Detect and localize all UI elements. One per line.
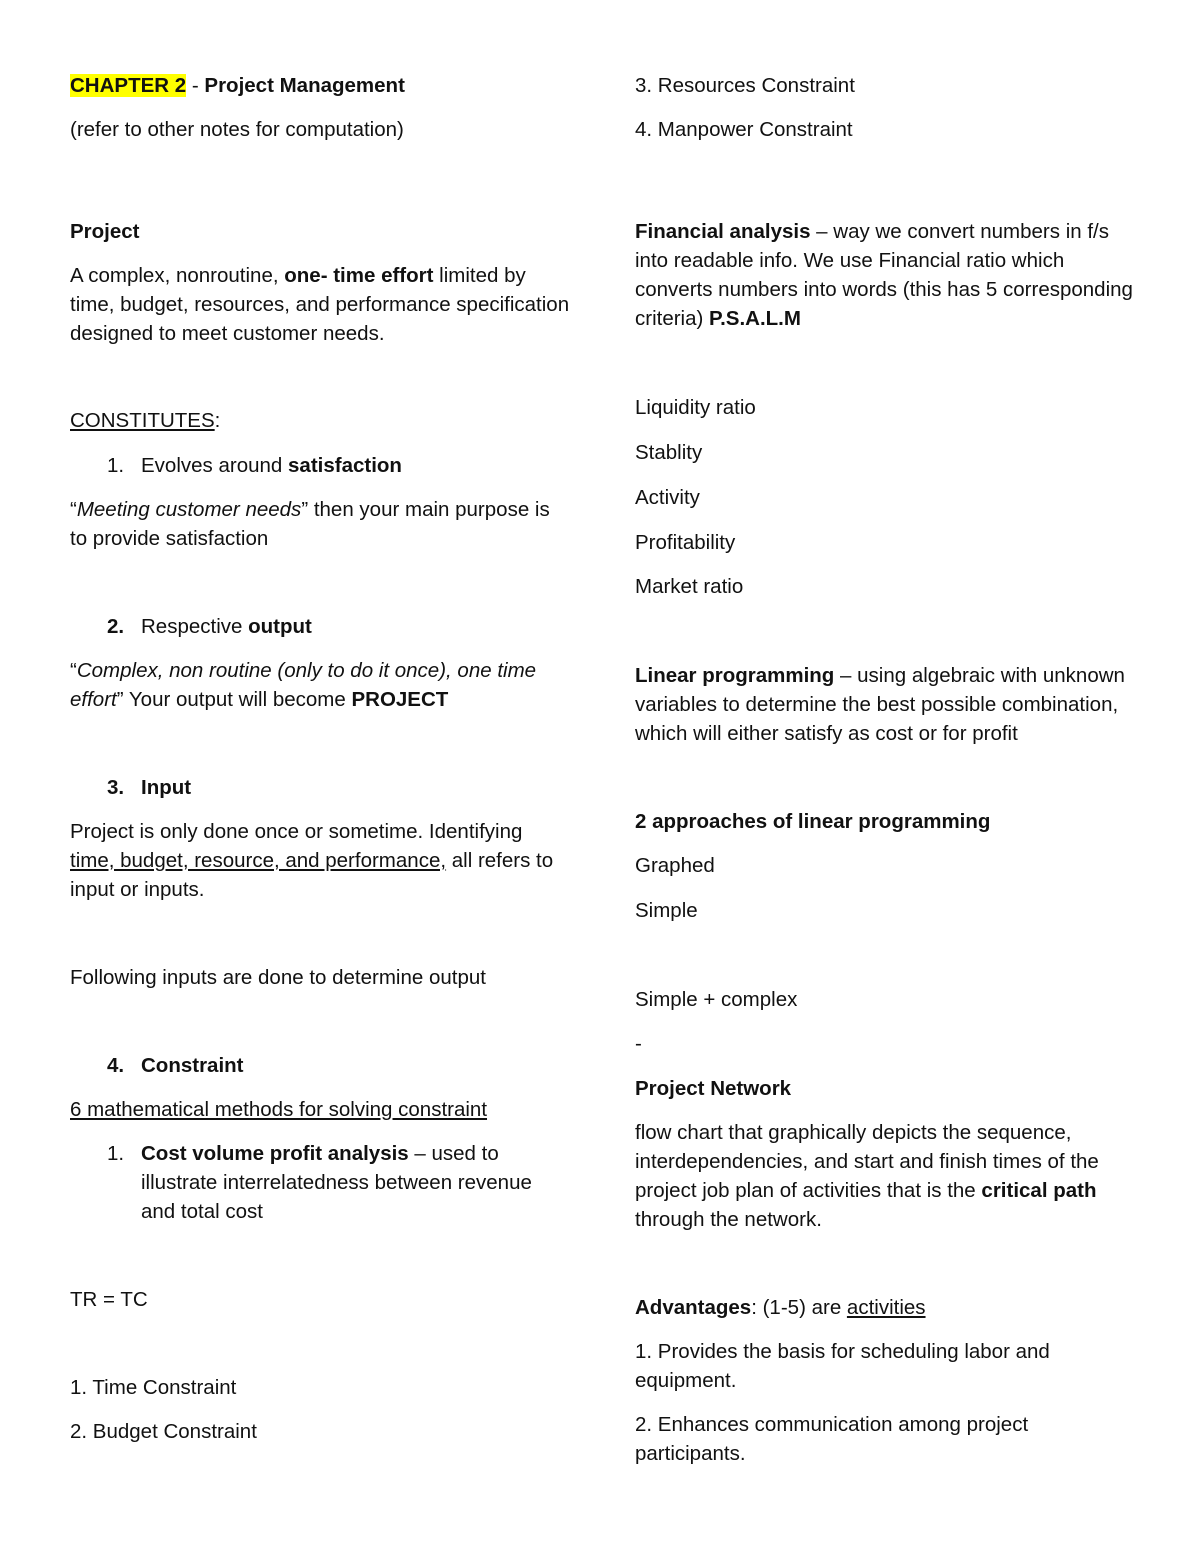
item2-italic: Complex, non routine (only to do it once), one time effort <box>70 659 537 711</box>
dash-separator: - <box>635 1032 642 1055</box>
network-def-pre: flow chart that graphically depicts the sequence, interdependencies, and start and finish times of the project job plan of activities that is the <box>635 1121 1099 1202</box>
method-item-1-post: – used to illustrate interrelatedness between revenue and total cost <box>141 1142 532 1223</box>
network-def-post: through the network. <box>635 1208 822 1231</box>
item1-description <box>70 495 570 553</box>
list-item-2-number: 2. <box>107 615 125 638</box>
ratio-liquidity: Liquidity ratio <box>635 396 756 419</box>
financial-acronym: P.S.A.L.M <box>709 307 801 330</box>
item2-quote-open: “ <box>70 659 77 682</box>
item1-pre: Evolves around <box>141 454 289 477</box>
method-item-1 <box>70 1139 570 1226</box>
advantages-term: Advantages <box>635 1296 752 1319</box>
list-item-4-text: Constraint <box>141 1054 244 1077</box>
project-def-pre: A complex, nonroutine, <box>70 264 285 287</box>
methods-heading: 6 mathematical methods for solving constraint <box>70 1098 488 1121</box>
project-network-definition <box>635 1118 1135 1234</box>
approach-simple: Simple <box>635 899 698 922</box>
reference-note: (refer to other notes for computation) <box>70 118 404 141</box>
constitutes-colon: : <box>214 409 221 432</box>
constraint-4: 4. Manpower Constraint <box>635 118 853 141</box>
list-item-1-number: 1. <box>107 454 125 477</box>
header-separator: - <box>186 74 205 97</box>
constraint-2: 2. Budget Constraint <box>70 1420 257 1443</box>
advantage-1: 1. Provides the basis for scheduling labor and equipment. <box>635 1340 1050 1392</box>
project-network-heading: Project Network <box>635 1077 792 1100</box>
constitutes-heading <box>70 406 570 435</box>
ratio-profitability: Profitability <box>635 531 736 554</box>
constraint-1: 1. Time Constraint <box>70 1376 237 1399</box>
item2-desc-bold: PROJECT <box>351 688 449 711</box>
item3-desc-post: all refers to input or inputs. <box>70 849 554 901</box>
chapter-label: CHAPTER 2 <box>70 74 187 97</box>
list-item-3-text: Input <box>141 776 192 799</box>
financial-analysis <box>635 217 1135 333</box>
item1-bold: satisfaction <box>288 454 402 477</box>
item2-pre: Respective <box>141 615 249 638</box>
list-item-2-text <box>141 612 570 641</box>
project-def-post: limited by time, budget, resources, and performance specification designed to meet customer needs. <box>70 264 570 345</box>
list-item-2 <box>70 612 570 641</box>
list-item-3-number: 3. <box>107 776 125 799</box>
list-item-1 <box>70 451 570 480</box>
linear-programming <box>635 661 1135 748</box>
equation: TR = TC <box>70 1288 148 1311</box>
following-inputs: Following inputs are done to determine output <box>70 966 486 989</box>
left-column <box>70 71 570 1446</box>
item1-italic: Meeting customer needs <box>76 498 302 521</box>
ratio-activity: Activity <box>635 486 700 509</box>
method-item-1-number: 1. <box>107 1142 125 1165</box>
approaches-heading: 2 approaches of linear programming <box>635 810 991 833</box>
list-item-1-text <box>141 451 570 480</box>
project-definition <box>70 261 570 348</box>
approach-graphed: Graphed <box>635 854 715 877</box>
ratio-market: Market ratio <box>635 575 744 598</box>
list-item-3 <box>70 773 570 802</box>
financial-analysis-term: Financial analysis <box>635 220 811 243</box>
item1-quote-open: “ <box>70 498 77 521</box>
constitutes-label: CONSTITUTES <box>70 409 215 432</box>
list-item-4 <box>70 1051 570 1080</box>
linear-programming-text: – using algebraic with unknown variables to determine the best possible combination, which will either satisfy as cost or for profit <box>635 664 1125 745</box>
ratio-stability: Stablity <box>635 441 703 464</box>
project-def-bold: one- time effort <box>284 264 434 287</box>
item3-desc-pre: Project is only done once or sometime. Identifying <box>70 820 523 843</box>
item3-desc-underline: time, budget, resource, and performance, <box>70 849 447 872</box>
list-item-4-number: 4. <box>107 1054 125 1077</box>
constraint-3: 3. Resources Constraint <box>635 74 855 97</box>
item2-quote-close: ” <box>116 688 124 711</box>
advantages-heading <box>635 1293 1135 1322</box>
item1-quote-close: ” <box>301 498 309 521</box>
item2-bold: output <box>248 615 312 638</box>
item1-desc-post: then your main purpose is to provide satisfaction <box>70 498 550 550</box>
approach-simple-complex: Simple + complex <box>635 988 798 1011</box>
network-def-bold: critical path <box>981 1179 1097 1202</box>
right-column <box>635 71 1135 1468</box>
method-item-1-bold: Cost volume profit analysis <box>141 1142 409 1165</box>
advantages-underline: activities <box>846 1296 926 1319</box>
chapter-title: Project Management <box>204 74 405 97</box>
project-heading: Project <box>70 220 140 243</box>
method-item-1-text <box>141 1139 570 1226</box>
financial-analysis-text: – way we convert numbers in f/s into readable info. We use Financial ratio which converts numbers into words (this has 5 corresponding criteria) <box>635 220 1133 330</box>
item2-desc-mid: Your output will become <box>123 688 352 711</box>
advantage-2: 2. Enhances communication among project participants. <box>635 1413 1029 1465</box>
advantages-mid: : (1-5) are <box>751 1296 847 1319</box>
item2-description <box>70 656 570 714</box>
chapter-header <box>70 71 570 100</box>
item3-description <box>70 817 570 904</box>
linear-programming-term: Linear programming <box>635 664 835 687</box>
